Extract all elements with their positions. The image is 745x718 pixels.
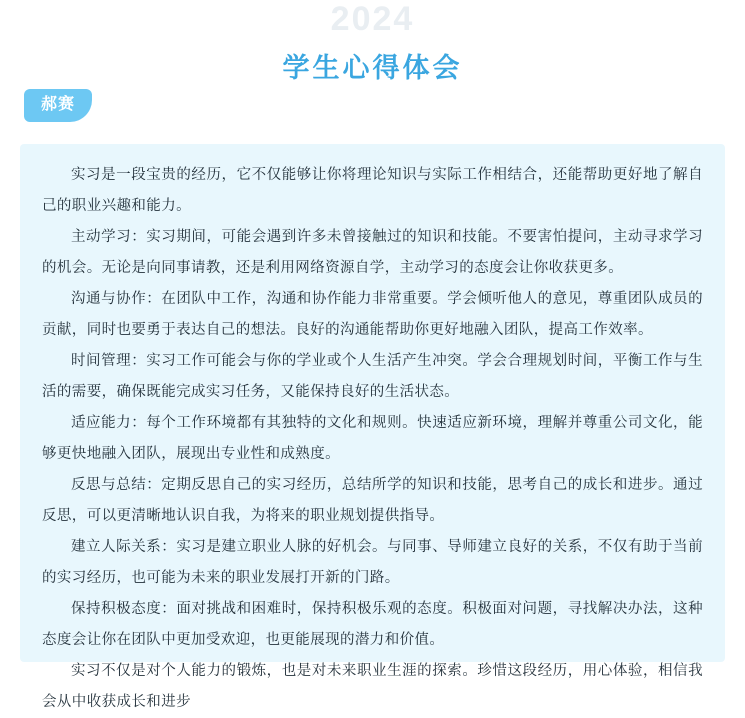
author-name-badge: 郝赛 [24,89,92,122]
watermark-year: 2024 [330,0,415,38]
paragraph: 适应能力：每个工作环境都有其独特的文化和规则。快速适应新环境，理解并尊重公司文化，能够更快地融入团队，展现出专业性和成熟度。 [42,415,703,462]
paragraph: 主动学习：实习期间，可能会遇到许多未曾接触过的知识和技能。不要害怕提问，主动寻求学习的机会。无论是向同事请教，还是利用网络资源自学，主动学习的态度会让你收获更多。 [42,229,703,276]
paragraph: 建立人际关系：实习是建立职业人脉的好机会。与同事、导师建立良好的关系，不仅有助于当前的实习经历，也可能为未来的职业发展打开新的门路。 [42,539,703,586]
paragraph: 实习是一段宝贵的经历，它不仅能够让你将理论知识与实际工作相结合，还能帮助更好地了解自己的职业兴趣和能力。 [42,167,703,214]
paragraph: 保持积极态度：面对挑战和困难时，保持积极乐观的态度。积极面对问题，寻找解决办法，这种态度会让你在团队中更加受欢迎，也更能展现的潜力和价值。 [42,601,703,648]
paragraph: 反思与总结：定期反思自己的实习经历，总结所学的知识和技能，思考自己的成长和进步。通过反思，可以更清晰地认识自我，为将来的职业规划提供指导。 [42,477,703,524]
content-panel [20,144,725,710]
paragraph: 沟通与协作：在团队中工作，沟通和协作能力非常重要。学会倾听他人的意见，尊重团队成员的贡献，同时也要勇于表达自己的想法。良好的沟通能帮助你更好地融入团队，提高工作效率。 [42,291,703,338]
page-title: 学生心得体会 [282,53,463,84]
paragraph: 时间管理：实习工作可能会与你的学业或个人生活产生冲突。学会合理规划时间，平衡工作与生活的需要，确保既能完成实习任务，又能保持良好的生活状态。 [42,353,703,400]
paragraph: 实习不仅是对个人能力的锻炼，也是对未来职业生涯的探索。珍惜这段经历，用心体验，相信我会从中收获成长和进步 [42,663,703,710]
